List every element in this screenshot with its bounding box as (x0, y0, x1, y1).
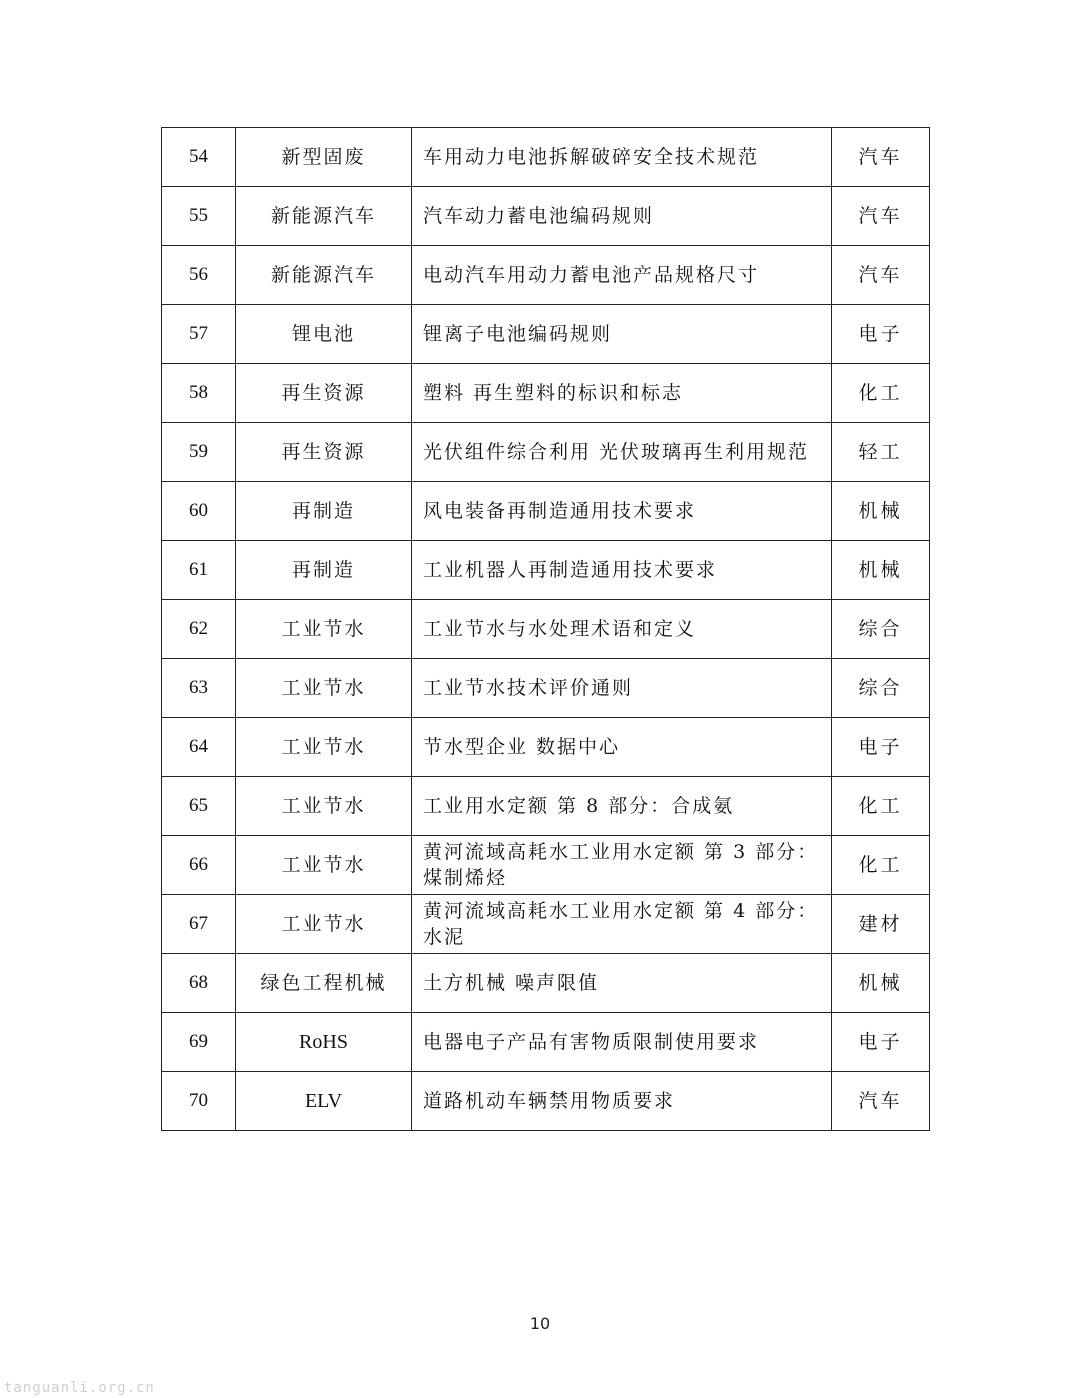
row-standard-name: 电动汽车用动力蓄电池产品规格尺寸 (412, 246, 832, 305)
table-row (162, 364, 930, 423)
row-category: 绿色工程机械 (236, 954, 412, 1013)
table-row (162, 541, 930, 600)
row-category: 工业节水 (236, 600, 412, 659)
row-standard-name: 塑料 再生塑料的标识和标志 (412, 364, 832, 423)
row-category: 再生资源 (236, 423, 412, 482)
row-number: 65 (162, 777, 236, 836)
row-industry: 机械 (832, 541, 930, 600)
row-category: 工业节水 (236, 895, 412, 954)
row-category: 再生资源 (236, 364, 412, 423)
row-industry: 汽车 (832, 128, 930, 187)
row-industry: 化工 (832, 364, 930, 423)
watermark-text: tanguanli.org.cn (4, 1380, 155, 1396)
row-number: 54 (162, 128, 236, 187)
row-number: 58 (162, 364, 236, 423)
row-category: ELV (236, 1072, 412, 1131)
row-number: 69 (162, 1013, 236, 1072)
table-row (162, 246, 930, 305)
row-category: 工业节水 (236, 777, 412, 836)
table-row (162, 895, 930, 954)
row-number: 62 (162, 600, 236, 659)
row-number: 68 (162, 954, 236, 1013)
row-industry: 汽车 (832, 187, 930, 246)
row-industry: 综合 (832, 600, 930, 659)
row-industry: 建材 (832, 895, 930, 954)
table-row (162, 718, 930, 777)
row-category: RoHS (236, 1013, 412, 1072)
row-category: 新能源汽车 (236, 246, 412, 305)
row-industry: 机械 (832, 954, 930, 1013)
row-number: 67 (162, 895, 236, 954)
table-row (162, 777, 930, 836)
table-row (162, 305, 930, 364)
row-category: 工业节水 (236, 718, 412, 777)
row-standard-name: 风电装备再制造通用技术要求 (412, 482, 832, 541)
row-standard-name: 光伏组件综合利用 光伏玻璃再生利用规范 (412, 423, 832, 482)
row-number: 55 (162, 187, 236, 246)
row-standard-name: 道路机动车辆禁用物质要求 (412, 1072, 832, 1131)
row-number: 66 (162, 836, 236, 895)
table-row (162, 659, 930, 718)
row-number: 60 (162, 482, 236, 541)
row-industry: 电子 (832, 1013, 930, 1072)
table-row (162, 423, 930, 482)
table-row (162, 187, 930, 246)
table-row (162, 128, 930, 187)
standards-table-body (162, 128, 930, 1131)
row-standard-name: 汽车动力蓄电池编码规则 (412, 187, 832, 246)
row-number: 57 (162, 305, 236, 364)
row-industry: 机械 (832, 482, 930, 541)
row-industry: 轻工 (832, 423, 930, 482)
row-industry: 综合 (832, 659, 930, 718)
row-standard-name: 工业节水与水处理术语和定义 (412, 600, 832, 659)
row-standard-name: 电器电子产品有害物质限制使用要求 (412, 1013, 832, 1072)
row-industry: 化工 (832, 777, 930, 836)
row-category: 再制造 (236, 482, 412, 541)
standards-table (161, 127, 930, 1131)
row-industry: 电子 (832, 718, 930, 777)
row-category: 新能源汽车 (236, 187, 412, 246)
row-standard-name: 工业用水定额 第 8 部分：合成氨 (412, 777, 832, 836)
row-industry: 化工 (832, 836, 930, 895)
page-number: 10 (529, 1314, 551, 1333)
row-number: 56 (162, 246, 236, 305)
row-standard-name: 黄河流域高耗水工业用水定额 第 3 部分：煤制烯烃 (412, 836, 832, 895)
table-row (162, 482, 930, 541)
row-standard-name: 土方机械 噪声限值 (412, 954, 832, 1013)
row-category: 新型固废 (236, 128, 412, 187)
row-standard-name: 节水型企业 数据中心 (412, 718, 832, 777)
row-industry: 汽车 (832, 1072, 930, 1131)
row-number: 64 (162, 718, 236, 777)
row-standard-name: 锂离子电池编码规则 (412, 305, 832, 364)
row-category: 再制造 (236, 541, 412, 600)
row-number: 61 (162, 541, 236, 600)
row-category: 工业节水 (236, 836, 412, 895)
row-standard-name: 工业机器人再制造通用技术要求 (412, 541, 832, 600)
row-industry: 电子 (832, 305, 930, 364)
table-row (162, 600, 930, 659)
row-standard-name: 黄河流域高耗水工业用水定额 第 4 部分：水泥 (412, 895, 832, 954)
row-standard-name: 车用动力电池拆解破碎安全技术规范 (412, 128, 832, 187)
table-row (162, 1072, 930, 1131)
row-number: 59 (162, 423, 236, 482)
table-row (162, 954, 930, 1013)
row-category: 锂电池 (236, 305, 412, 364)
table-row (162, 836, 930, 895)
row-number: 63 (162, 659, 236, 718)
row-category: 工业节水 (236, 659, 412, 718)
table-row (162, 1013, 930, 1072)
row-number: 70 (162, 1072, 236, 1131)
row-standard-name: 工业节水技术评价通则 (412, 659, 832, 718)
row-industry: 汽车 (832, 246, 930, 305)
